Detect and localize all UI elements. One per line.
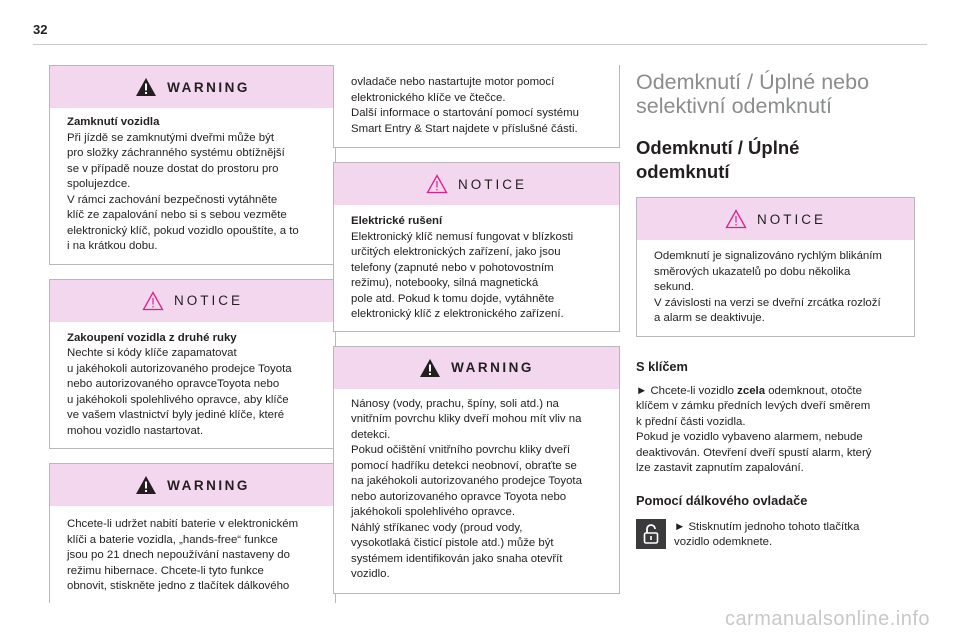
notice-header [637, 198, 914, 240]
warning-header [334, 347, 619, 389]
warning-header [50, 464, 335, 506]
notice-triangle-icon [142, 291, 164, 311]
notice-box-second-hand-vehicle [49, 279, 336, 450]
warning-triangle-icon [419, 358, 441, 378]
column-right [621, 65, 915, 551]
warning-text: Nánosy (vody, prachu, špíny, soli atd.) na vnitřním povrchu kliky dveří mohou mít vliv na detekci. Pokud očištění vnitřního povrchu kliky dveří pomocí hadříku detekci neobnoví, obraťte se na jakéhokoli autorizovaného prodejce Toyota nebo autorizovaného opravce Toyota nebo jakéhokoli spolehlivého opravce. Náhlý stříkanec vody (proud vody, vysokotlaká čisticí pistole atd.) může být systémem identifikován jako snaha otevřít vozidlo. [351, 397, 582, 580]
warning-label: WARNING [167, 477, 250, 493]
warning-box-vehicle-locking [49, 65, 336, 265]
notice-box-unlocking [636, 197, 915, 337]
notice-triangle-icon [426, 174, 448, 194]
page-title: Odemknutí / Úplné nebo selektivní odemknutí [636, 70, 870, 118]
notice-title: Elektrické rušení [351, 215, 443, 227]
notice-title: Zakoupení vozidla z druhé ruky [67, 331, 237, 344]
warning-text: Při jízdě se zamknutými dveřmi může být pro složky záchranného systému obtížnější se v případě nouze dostat do prostoru pro spolujezdce. V rámci zachování bezpečnosti vytáhněte klíč ze zapalování nebo si s sebou vezměte elektronický klíč, pokud vozidlo opouštíte, a to i na krátkou dobu. [67, 131, 299, 252]
warning-box-hibernation [49, 463, 336, 603]
column-left [49, 65, 336, 617]
key-text-bold: zcela [737, 384, 766, 397]
key-text-pre: ► Chcete-li vozidlo [636, 384, 738, 397]
notice-header [334, 163, 619, 205]
warning-text: Chcete-li udržet nabití baterie v elektronickém klíči a baterie vozidla, „hands-free“ funkce jsou po 21 dnech nepoužívání nastaveny do režimu hibernace. Chcete-li tyto funkce obnovit, stiskněte jedno z tlačítek dálkového [67, 518, 299, 592]
warning-label: WARNING [167, 79, 250, 95]
top-divider [33, 44, 927, 45]
notice-label: NOTICE [173, 293, 243, 308]
remote-text: ► Stisknutím jednoho tohoto tlačítka vozidlo odemknete. [674, 520, 860, 548]
warning-box-door-handle-deposits [333, 346, 620, 594]
watermark: carmanualsonline.info [724, 608, 930, 630]
warning-title: Zamknutí vozidla [67, 116, 160, 128]
notice-text: Nechte si kódy klíče zapamatovat u jakéhokoli autorizovaného prodejce Toyota nebo autorizovaného opravceToyota nebo u jakéhokoli spolehlivého opravce, aby klíče ve vašem vlastnictví byly jediné klíče, které mohou vozidlo nastartovat. [67, 347, 292, 437]
unlock-button-icon [636, 519, 666, 549]
continued-text: ovladače nebo nastartujte motor pomocí elektronického klíče ve čtečce. Další informace o startování pomocí systému Smart Entry & Start najdete v příslušné části. [351, 76, 579, 135]
remote-row [636, 518, 915, 551]
column-middle [333, 65, 620, 608]
warning-triangle-icon [135, 77, 157, 97]
remote-heading: Pomocí dálkového ovladače [636, 492, 808, 508]
warning-header [50, 66, 335, 108]
notice-label: NOTICE [756, 211, 826, 227]
section-title: Odemknutí / Úplné odemknutí [636, 137, 800, 182]
notice-triangle-icon [725, 209, 747, 229]
notice-header [50, 280, 335, 322]
key-heading: S klíčem [636, 358, 688, 374]
warning-box-continued [333, 65, 620, 148]
key-paragraph [636, 384, 915, 477]
warning-label: WARNING [451, 360, 534, 375]
warning-triangle-icon [135, 475, 157, 495]
page-number: 32 [33, 22, 48, 37]
notice-text: Odemknutí je signalizováno rychlým blikáním směrových ukazatelů po dobu několika sekund. V závislosti na verzi se dveřní zrcátka rozloží a alarm se deaktivuje. [654, 250, 882, 324]
notice-box-electrical-interference [333, 162, 620, 332]
notice-text: Elektronický klíč nemusí fungovat v blízkosti určitých elektronických zařízení, jako jsou telefony (zapnuté nebo v pohotovostním režimu), notebooky, silná magnetická pole atd. Pokud k tomu dojde, vytáhněte elektronický klíč z elektronického zařízení. [351, 230, 574, 320]
notice-label: NOTICE [457, 176, 527, 192]
key-text-post: odemknout, otočte klíčem v zámku předních levých dveří směrem k přední části vozidla. Pokud je vozidlo vybaveno alarmem, nebude deaktivován. Otevření dveří spustí alarm, který lze zastavit zapnutím zapalování. [636, 384, 872, 474]
